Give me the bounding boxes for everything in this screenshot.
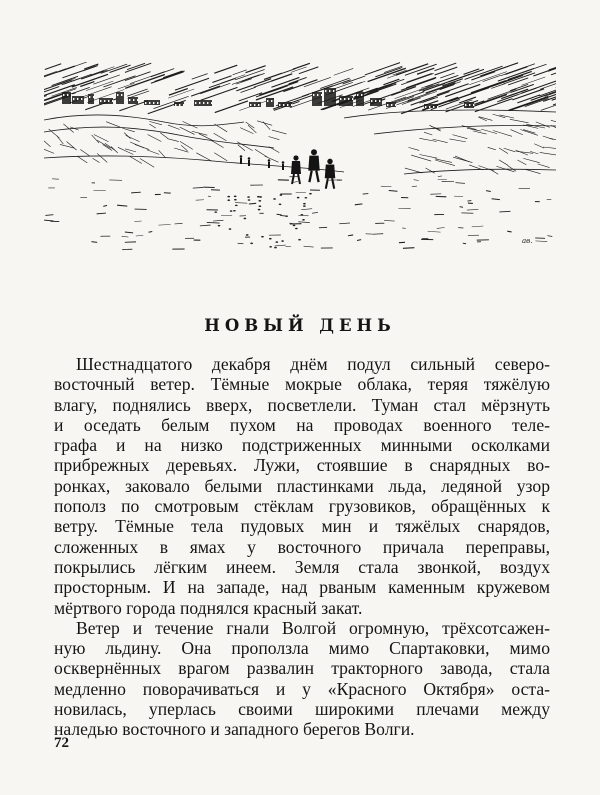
chapter-title: НОВЫЙ ДЕНЬ	[204, 316, 396, 335]
text-line: Ветер и течение гнали Волгой огромную, трёхсотсажен-	[76, 617, 550, 638]
text-line: графа и на низко подстриженных минными осколками	[54, 435, 550, 456]
text-line: сложенных в ямах у восточного причала переправы,	[54, 536, 550, 557]
text-line: наледью восточного и западного берегов Волги.	[54, 719, 415, 740]
text-line: осквернённых врагом развалин тракторного завода, стала	[54, 658, 550, 679]
text-line: ронках, заковало белыми пластинками льда, ледяной узор	[54, 475, 550, 496]
text-line: ную льдину. Она проползла мимо Спартаковки, мимо	[54, 638, 550, 659]
text-line: ветру. Тёмные тела пудовых мин и тяжёлых снарядов,	[54, 516, 550, 537]
text-line: и оседать белым пухом на проводах военного теле-	[54, 414, 550, 435]
text-line: просторным. И на западе, над рваным каменным кружевом	[54, 577, 550, 598]
page-number: 72	[54, 735, 69, 751]
text-line: медленно поворачиваться и у «Красного Октября» оста-	[54, 678, 550, 699]
text-line: Шестнадцатого декабря днём подул сильный северо-	[76, 354, 550, 374]
svg-text:ав.: ав.	[522, 237, 533, 245]
text-line: пополз по смотровым стёклам грузовиков, обращённых к	[54, 496, 550, 517]
paragraph-1	[54, 354, 550, 618]
text-line: влагу, поднялись вверх, посветлели. Туман стал мёрзнуть	[54, 394, 550, 415]
text-line: новилась, уперлась своими широкими плечами между	[54, 699, 550, 720]
chapter-text	[54, 354, 550, 740]
text-line: покрылись лёгким инеем. Земля стала звонкой, воздух	[54, 556, 550, 577]
text-line: мёртвого города поднялся красный закат.	[54, 597, 363, 618]
text-line: восточный ветер. Тёмные мокрые облака, теряя тяжёлую	[54, 374, 550, 395]
paragraph-2	[54, 618, 550, 740]
text-line: прибрежных деревьях. Лужи, стоявшие в снарядных во-	[54, 455, 550, 476]
winter-landscape-illustration	[44, 62, 556, 254]
